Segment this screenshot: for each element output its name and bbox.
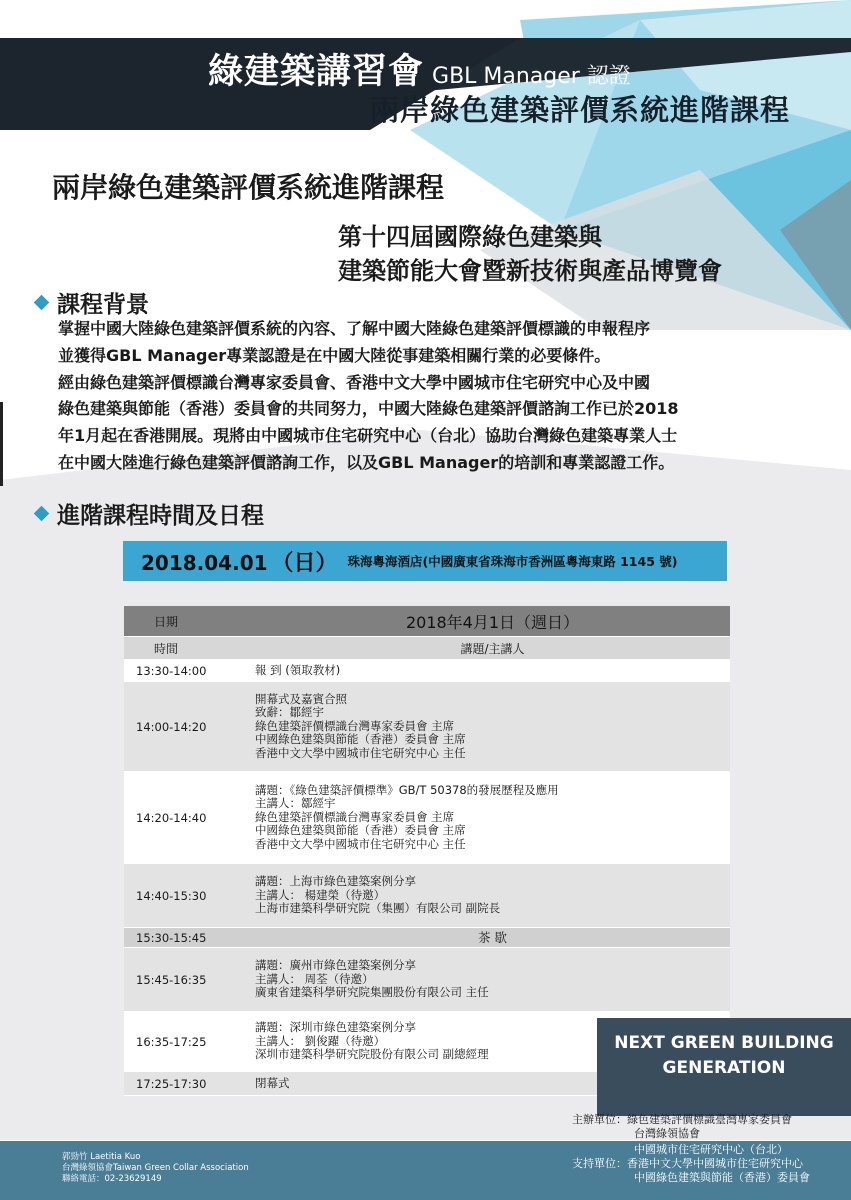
organizer-label: 主辦單位： (572, 1113, 627, 1126)
header-date-label: 日期 (124, 606, 247, 637)
session-line: 講題：上海市綠色建築案例分享 (255, 874, 416, 889)
table-header-row (124, 637, 730, 660)
session-line: 講題：廣州市綠色建築案例分享 (255, 958, 416, 973)
session-time: 14:40-15:30 (124, 864, 247, 928)
sponsor-item: 香港中文大學中國城市住宅研究中心 (627, 1157, 803, 1171)
session-line: 開幕式及嘉賓合照 (255, 691, 347, 706)
sponsor-label: 支持單位： (572, 1157, 627, 1171)
session-line: 綠色建築評價標識台灣專家委員會 主席 (255, 809, 455, 824)
session-line: 香港中文大學中國城市住宅研究中心 主任 (255, 836, 466, 851)
header-title-main: 綠建築講習會 (208, 52, 425, 92)
diamond-bullet-icon (34, 295, 50, 311)
session-line: 廣東省建築科學研究院集團股份有限公司 主任 (255, 985, 489, 1000)
session-content (247, 864, 730, 928)
table-row (124, 660, 730, 682)
session-time: 14:20-14:40 (124, 772, 247, 864)
header-title (208, 44, 631, 94)
session-line: 主講人： 周荃（待邀） (255, 971, 374, 986)
page-title: 兩岸綠色建築評價系統進階課程 (52, 171, 445, 204)
session-line: 綠色建築評價標識台灣專家委員會 主席 (255, 718, 455, 733)
table-row (124, 864, 730, 928)
sponsor-list (572, 1143, 810, 1186)
slogan-line2: GENERATION (662, 1058, 786, 1078)
session-time: 14:00-14:20 (124, 682, 247, 772)
session-line: 致辭：鄒經宇 (255, 705, 324, 720)
session-time: 16:35-17:25 (124, 1012, 247, 1072)
session-content (247, 948, 730, 1012)
table-row (124, 928, 730, 948)
event-venue: 珠海粵海酒店(中國廣東省珠海市香洲區粵海東路 1145 號) (347, 554, 678, 569)
edge-marker (0, 402, 3, 486)
paragraph-line: 並獲得GBL Manager專業認證是在中國大陸從事建築相關行業的必要條件。 (58, 345, 611, 365)
session-line: 報 到 (領取教材) (255, 662, 341, 677)
diamond-bullet-icon (34, 506, 50, 522)
section-heading-background: 課程背景 (33, 286, 149, 319)
event-subtitle (338, 220, 722, 288)
header-subtitle: 兩岸綠色建築評價系統進階課程 (370, 93, 791, 127)
organizer-list (572, 1113, 792, 1141)
date-venue-bar (123, 541, 727, 581)
slogan-line1: NEXT GREEN BUILDING (614, 1033, 834, 1053)
table-row (124, 772, 730, 864)
sponsor-item: 中國綠色建築與節能（香港）委員會 (634, 1171, 810, 1185)
session-line: 深圳市建築科學研究院股份有限公司 副總經理 (255, 1047, 489, 1062)
header-title-cert: GBL Manager 認證 (432, 64, 631, 89)
paragraph-line: 年1月起在香港開展。現將由中國城市住宅研究中心（台北）協助台灣綠色建築專業人士 (58, 426, 678, 446)
session-time: 17:25-17:30 (124, 1072, 247, 1096)
paragraph-line: 掌握中國大陸綠色建築評價系統的內容、了解中國大陸綠色建築評價標識的申報程序 (58, 319, 651, 338)
session-line: 主講人： 劉俊躍（待邀） (255, 1033, 386, 1048)
organizer-item: 中國城市住宅研究中心（台北） (634, 1143, 788, 1156)
table-row (124, 682, 730, 772)
session-time: 15:45-16:35 (124, 948, 247, 1012)
table-row (124, 948, 730, 1012)
slogan-box (597, 1018, 851, 1116)
session-time: 13:30-14:00 (124, 660, 247, 682)
header-time-label: 時間 (124, 637, 247, 660)
event-date: 2018.04.01 （日） (141, 550, 338, 576)
session-content (247, 682, 730, 772)
session-line: 主講人： 楊建榮（待邀） (255, 887, 386, 902)
organizer-item: 台灣綠領協會 (634, 1127, 700, 1141)
session-line: 上海市建築科學研究院（集團）有限公司 副院長 (255, 901, 501, 916)
session-content (247, 660, 730, 682)
event-day: （日） (271, 550, 338, 576)
session-line: 主講人：鄒經宇 (255, 796, 336, 811)
session-line: 中國綠色建築與節能（香港）委員會 主席 (255, 732, 466, 747)
paragraph-line: 綠色建築與節能（香港）委員會的共同努力，中國大陸綠色建築評價諮詢工作已於2018 (58, 399, 679, 419)
paragraph-line: 在中國大陸進行綠色建築評價諮詢工作，以及GBL Manager的培訓和專業認證工作。 (58, 452, 675, 472)
background-paragraph (58, 316, 679, 477)
contact-info (62, 1152, 249, 1185)
session-line: 茶 歇 (478, 929, 507, 945)
header-topic-label: 講題/主講人 (247, 637, 730, 660)
header-date-value: 2018年4月1日（週日） (247, 606, 730, 637)
organizer-item: 綠色建築評價標識臺灣專家委員會 (627, 1113, 792, 1126)
event-subtitle-line1: 第十四屆國際綠色建築與 (338, 223, 602, 251)
paragraph-line: 經由綠色建築評價標識台灣專家委員會、香港中文大學中國城市住宅研究中心及中國 (58, 372, 651, 392)
event-subtitle-line2: 建築節能大會暨新技術與產品博覽會 (338, 257, 722, 285)
contact-name: 郭勁竹 Laetitia Kuo (62, 1152, 141, 1162)
session-time: 15:30-15:45 (124, 928, 247, 948)
contact-org: 台灣綠領協會Taiwan Green Collar Association (62, 1163, 249, 1173)
contact-phone: 聯絡電話：02-23629149 (62, 1174, 162, 1184)
session-content (247, 928, 730, 948)
table-header-row (124, 606, 730, 637)
session-line: 講題：深圳市綠色建築案例分享 (255, 1020, 416, 1035)
section-heading-schedule: 進階課程時間及日程 (33, 497, 264, 530)
session-line: 香港中文大學中國城市住宅研究中心 主任 (255, 745, 466, 760)
session-content (247, 772, 730, 864)
session-line: 講題：《綠色建築評價標準》GB/T 50378的發展歷程及應用 (255, 782, 559, 797)
session-line: 閉幕式 (255, 1075, 290, 1090)
session-line: 中國綠色建築與節能（香港）委員會 主席 (255, 823, 466, 838)
